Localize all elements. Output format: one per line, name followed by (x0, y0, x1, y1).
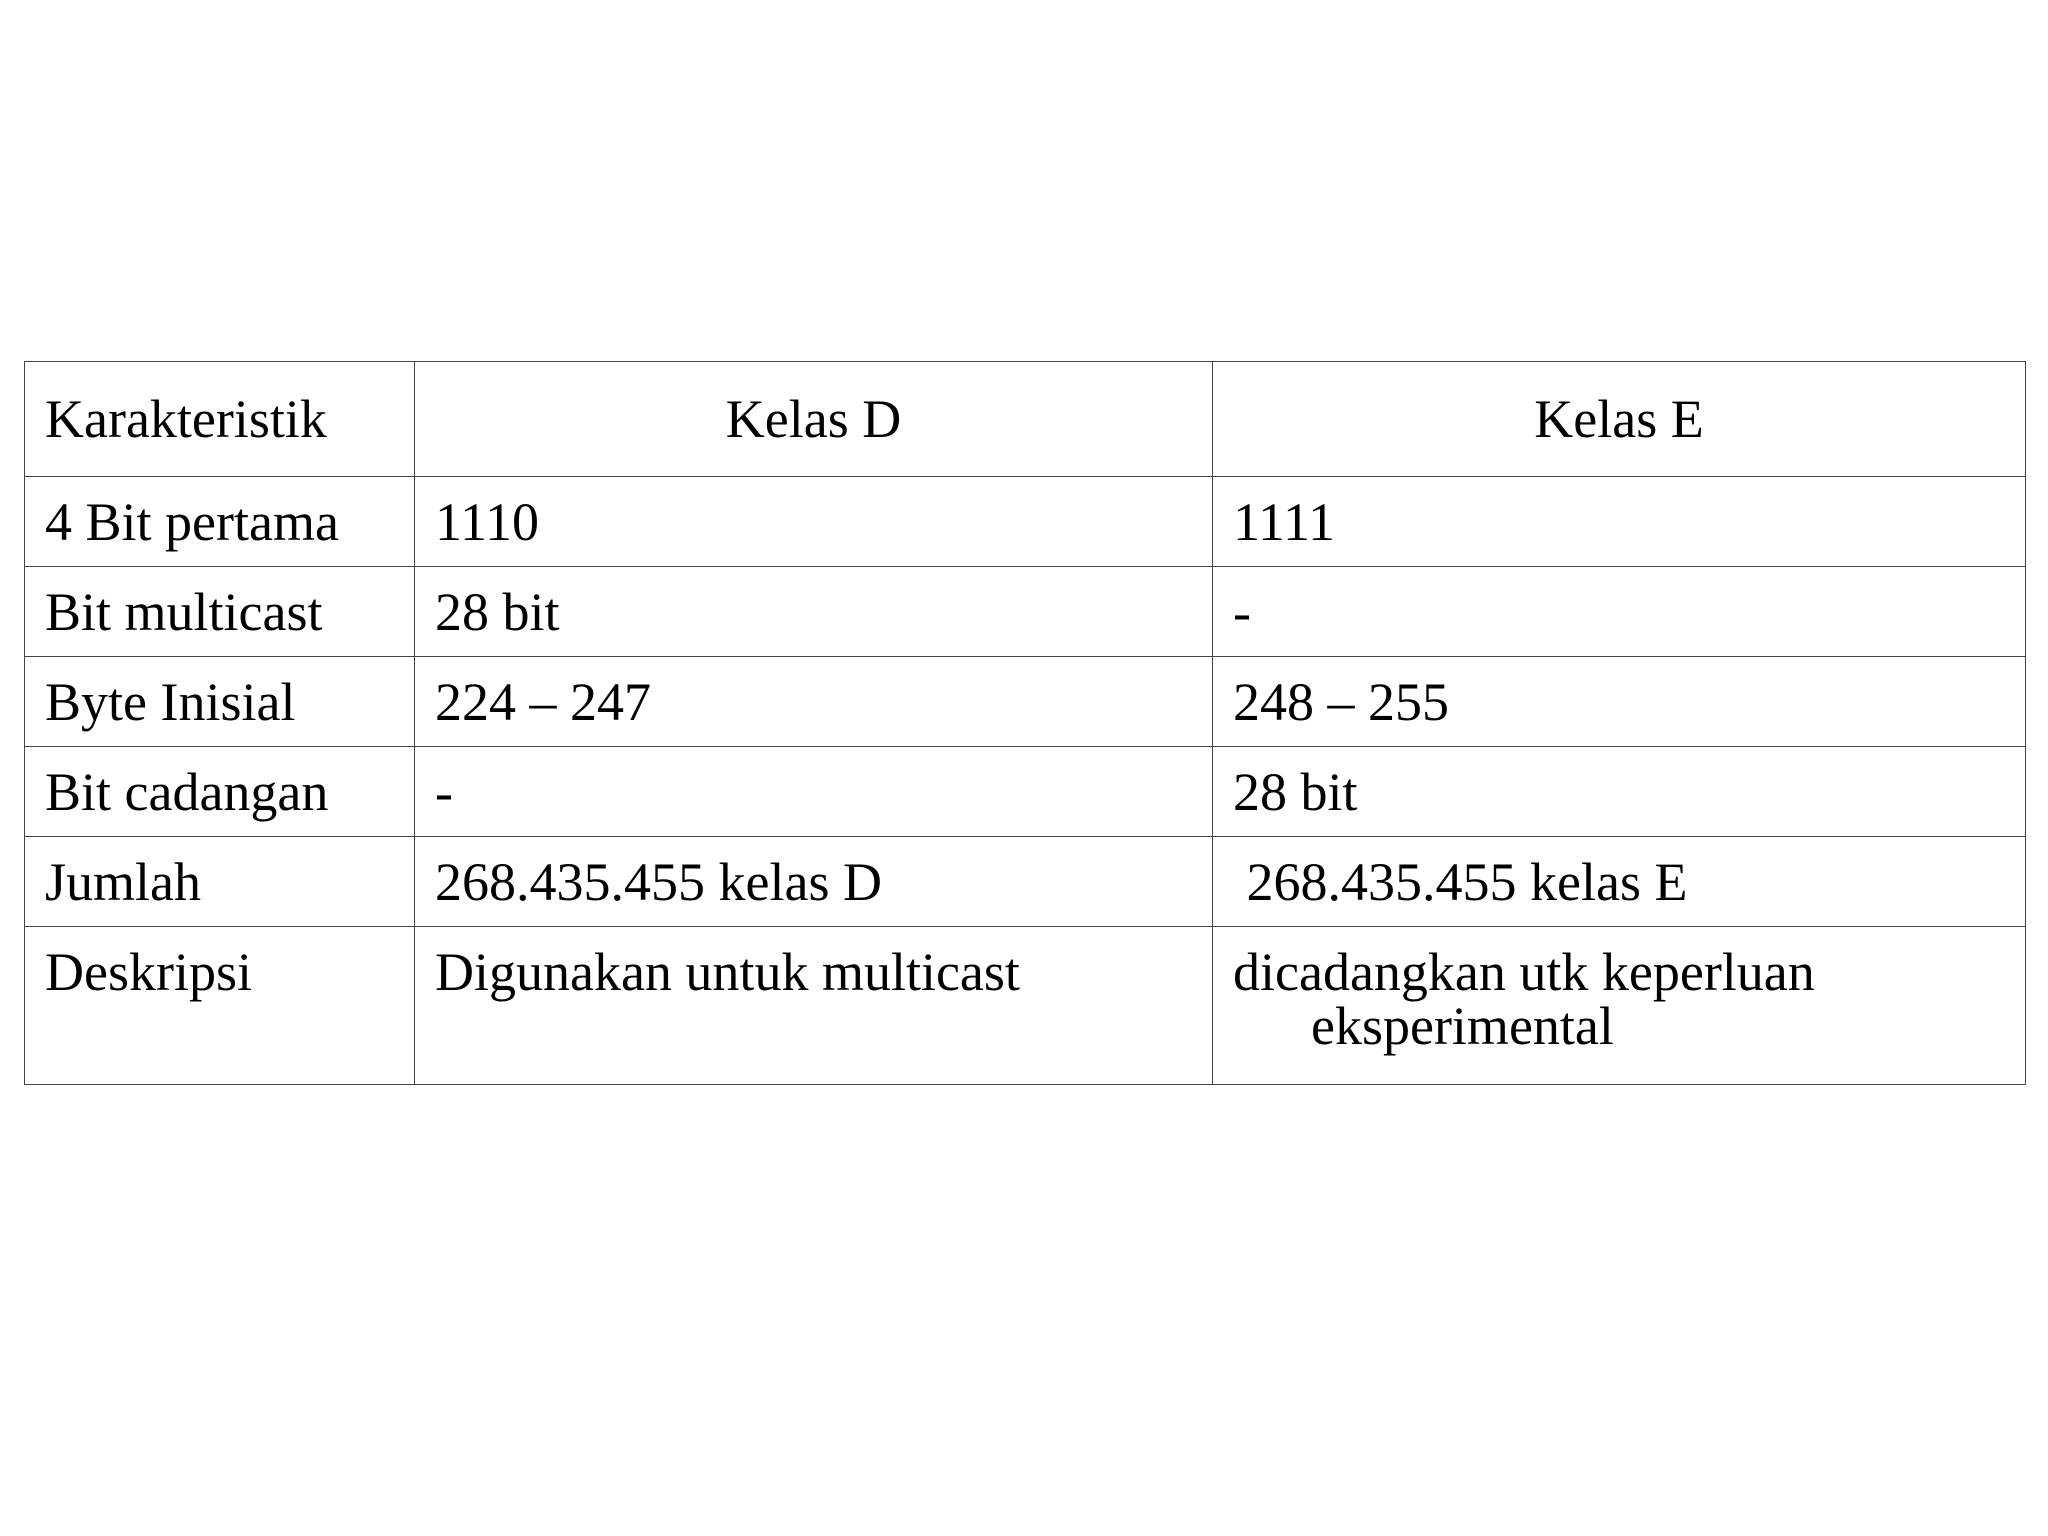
row-label: Byte Inisial (25, 657, 415, 747)
cell-kelas-e: 268.435.455 kelas E (1213, 837, 2026, 927)
row-label: Jumlah (25, 837, 415, 927)
table-row (25, 747, 2026, 837)
cell-kelas-e (1213, 927, 2026, 1085)
row-label: Bit cadangan (25, 747, 415, 837)
row-label: Bit multicast (25, 567, 415, 657)
cell-kelas-e: - (1213, 567, 2026, 657)
cell-kelas-d: Digunakan untuk multicast (415, 927, 1213, 1085)
table-header-row (25, 362, 2026, 477)
cell-kelas-d: 28 bit (415, 567, 1213, 657)
table-row (25, 477, 2026, 567)
cell-kelas-d: - (415, 747, 1213, 837)
table-row (25, 927, 2026, 1085)
cell-kelas-d: 1110 (415, 477, 1213, 567)
table-row (25, 657, 2026, 747)
description-text: dicadangkan utk keperluan eksperimental (1233, 942, 1815, 1056)
table-row (25, 567, 2026, 657)
header-kelas-d: Kelas D (415, 362, 1213, 477)
table-row (25, 837, 2026, 927)
header-kelas-e: Kelas E (1213, 362, 2026, 477)
cell-kelas-e: 248 – 255 (1213, 657, 2026, 747)
row-label: 4 Bit pertama (25, 477, 415, 567)
ip-class-table (24, 361, 2026, 1085)
cell-kelas-e: 28 bit (1213, 747, 2026, 837)
cell-kelas-d: 268.435.455 kelas D (415, 837, 1213, 927)
cell-kelas-e: 1111 (1213, 477, 2026, 567)
row-label: Deskripsi (25, 927, 415, 1085)
header-karakteristik: Karakteristik (25, 362, 415, 477)
cell-kelas-d: 224 – 247 (415, 657, 1213, 747)
